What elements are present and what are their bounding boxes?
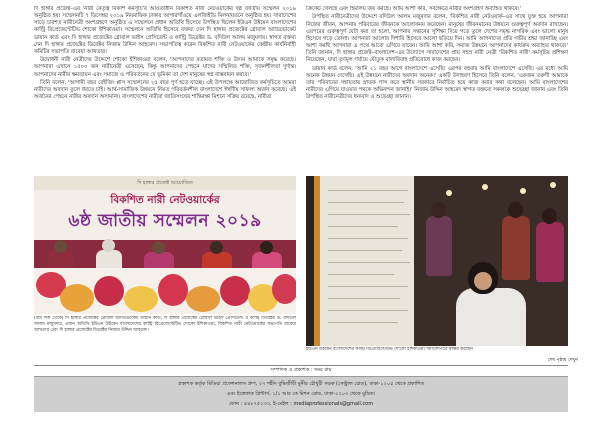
banner-subtitle: দি হাঙ্গার প্রজেক্ট আয়োজিত bbox=[137, 180, 193, 186]
signing-photo bbox=[306, 176, 568, 346]
guest-head bbox=[210, 241, 223, 254]
board-writing bbox=[328, 238, 408, 239]
signature-board bbox=[314, 176, 414, 346]
article-paragraph: উপস্থিত নারীনেত্রীদের উদ্দেশে বদিউল আলম মজুমদার বলেন, 'বিকশিত নারী নেটওয়ার্ক–এর সাথে যুক্ত হয়ে আপনারা নিজের জীবন, আপনার পরিবারের জীবনকে আলোকময় করেছেন। মানুষের জীবনমানের উন্নয়নে গুরুত্বপূর্ণ অবদান রাখছেন। এরপরের গুরুত্বপূর্ণ যেটা করা তা হলো, আপনার সন্তানের সুশিক্ষা দিয়ে গড়ে তুলে দেশের সমৃদ্ধ নাগরিক এবং ভালো মানুষ হিসেবে গড়ে তোলা। আপনারা আলোর দিশারি হিসেবে আলো ছড়িয়ে দিন। আমি আপনাদের প্রতি গভীর শ্রদ্ধা জানাচ্ছি এবং আশা করছি আপনারা এ পথে আরো এগিয়ে যাবেন। আমি আশা করি, সমাজ উন্নয়নে আপনাদের কার্যক্রম অব্যাহত থাকবে।' তিনি জানান, দি হাঙ্গার প্রজেক্ট–বাংলাদেশ–এর উদ্যোগে সারাদেশের প্রায় সহস্র নারী নেত্রী 'বিকশিত নারী' কর্মসূচির প্রশিক্ষণ নিয়েছেন, যারা তৃণমূল পর্যায়ে যৌতুক বাল্যবিবাহ প্রতিরোধে কাজ করছেন। bbox=[306, 14, 568, 64]
signing-woman-face bbox=[474, 272, 492, 290]
article-column-right bbox=[306, 6, 568, 173]
ceiling-light bbox=[520, 188, 526, 194]
article-paragraph: উদ্বোধনী নারী নেত্রীদের উদ্দেশে শোকো ইশিকাওয়া বলেন, 'আপনাদের মতামত শক্তি ও উদ্যম আমাকে সমৃদ্ধ করেছে। আপনারা এখানে ১৫০০ জন নারীনেত্রী এসেছেন, কিন্তু আপনাদের পেছনে যাদের সম্মিলিত শক্তি, সৃজনশীলতা দুর্দান্ত। আপনাদের নারীর ক্ষমতায়ন এবং সমাজে ও পরিবর্তনের যে ভূমিকা তা দেশ মানুষের স্বপ্ন বাস্তবায়ন করবে।' bbox=[34, 57, 296, 78]
imprint-line-printer: এবং ইত্তেফাক প্রিন্টার্স, ১/১ আর কে মিশন রোড, ঢাকা-১২০৩ থেকে মুদ্রিত। bbox=[226, 391, 376, 397]
board-writing bbox=[328, 190, 408, 191]
flower-arrangement bbox=[94, 276, 124, 306]
imprint-line-contact: ফোন : ৪৪৮৭৫২৩৩, ই-মেইল : mediaprofessionals@gmail.com bbox=[228, 401, 374, 407]
attendee-figure bbox=[502, 216, 530, 280]
guest-head bbox=[152, 241, 165, 254]
guest-head bbox=[260, 241, 273, 254]
board-writing bbox=[328, 250, 402, 251]
ceiling-light bbox=[550, 182, 556, 188]
footer-divider bbox=[34, 365, 568, 366]
board-writing bbox=[328, 274, 394, 275]
banner-title-line1: বিকশিত নারী নেটওয়ার্কের bbox=[110, 194, 220, 206]
photo-caption-right: ইউএন উইমেন বাংলাদেশের কান্ট্রি রিপ্রেজেন্টেটিভ শোকো ইশিকাওয়া সমাবেশপত্রে স্বাক্ষর করছেন bbox=[306, 347, 473, 352]
guest-head bbox=[54, 240, 67, 253]
ceiling-light bbox=[446, 190, 452, 196]
continued-on-last-page: শেষ পৃষ্ঠায় দেখুন bbox=[547, 358, 578, 363]
attendee-head bbox=[508, 202, 523, 218]
attendee-figure bbox=[426, 216, 452, 276]
board-writing bbox=[328, 322, 398, 323]
article-paragraph: দি হাঙ্গার প্রজেক্ট–এর 'নারী নেতৃত্ব বিকাশ কর্মসূচি'র আওতাধীন বিকশিত নারী নেটওয়ার্কের ষষ্ঠ জাতীয় সম্মেলন ২০১৯ অনুষ্ঠিত হয়। সম্মেলনটি ৭ ডিসেম্বর ২০১৯ নিয়মাফিক ঢাকার আগারগাঁওয়ে এলজিইডি মিলনায়তনে অনুষ্ঠিত হয়। সারাদেশের সাড়ে চারশত নারীনেত্রী অংশগ্রহণে অনুষ্ঠিত এ সম্মেলনে প্রধান অতিথি হিসেবে উপস্থিত ছিলেন ইউএন উইমেন বাংলাদেশের কান্ট্রি রিপ্রেজেন্টেটিভ শোকো ইশিকাওয়া। সম্মেলনে অতিথি হিসেবে বক্তব্য দেন দি হাঙ্গার প্রজেক্টের গ্লোবাল অ্যাডভোকেট ডায়ান কার্ড এবং দি হাঙ্গার প্রজেক্টের গ্লোবাল ভাইস প্রেসিডেন্ট ও কান্ট্রি ডিরেক্টর ড. বদিউল আলম মজুমদার। স্বাগত বক্তব্য দেন দি হাঙ্গার প্রজেক্টের ডিরেক্টর নিজাম উদ্দিন আহমেদ। সভাপতিত্ব করেন বিকশিত নারী নেটওয়ার্কের কেন্দ্রীয় কার্যনির্বাহী কমিটির সভাপতি রাবেয়া আখতার। bbox=[34, 6, 296, 55]
article-paragraph: ডায়ান কার্ড বলেন, 'আমি ২১ বছর আগে বাংলাদেশে এসেছি। এরপর বহুবার আমি বাংলাদেশে এসেছি। এর মধ্যে আমি অনেক উন্নয়ন দেখেছি। এই উন্নয়নে নারীদের অবদান অনেক।' একটি উদাহরণ হিসেবে তিনি বলেন, 'একজন তরুণী আমাকে তার পরিবারের সহায়তায় স্নাতক পাস করে স্থানীয় সরকারে নির্বাচিত হয়ে কাজ করার কথা বলেছেন। আমি বাংলাদেশের নারীদের এগিয়ে যাওয়ার পথকে অভিনন্দন জানাই।' নিজাম উদ্দিন আহমেদ স্বাগত বক্তব্যে সকলকে শুভেচ্ছা জানান এবং তিনি উপস্থিত নারীনেত্রীদের ধন্যবাদ ও শুভেচ্ছা জানান। bbox=[306, 65, 568, 101]
flower-arrangement bbox=[220, 276, 250, 306]
attendee-head bbox=[542, 208, 557, 224]
attendee-head bbox=[431, 202, 446, 218]
board-writing bbox=[328, 310, 408, 311]
editor-publisher-line: সম্পাদক ও প্রকাশক : সমর রায় bbox=[270, 367, 332, 373]
article-column-left bbox=[34, 6, 296, 173]
article-paragraph: ক্রিকেট খেলছে এবং হিমালয় জয় করছে। আমি আশা করি, সর্বক্ষেত্রে নারীর অংশগ্রহণ অব্যাহত থাকবে।' bbox=[306, 6, 521, 12]
photo-caption-left: (বাম দিক থেকে) দি হাঙ্গার প্রজেক্টের গ্লোবাল অ্যাডভোকেট ডায়ান কার্ড, দি হাঙ্গার প্রজেক্টের গ্লোবাল ভাইস প্রেসিডেন্ট ও কান্ট্রি ডিরেক্টর ড. বদিউল আলম মজুমদার, প্রধান অতিথি ইউএন উইমেন বাংলাদেশের কান্ট্রি রিপ্রেজেন্টেটিভ শোকো ইশিকাওয়া, বিকশিত নারী নেটওয়ার্কের সভাপতি রাবেয়া আখতার এবং দি হাঙ্গার প্রজেক্টের ডিরেক্টর নিজাম উদ্দিন আহমেদ। bbox=[34, 316, 296, 333]
flower-arrangement bbox=[60, 284, 94, 312]
imprint-line-publisher: প্রকাশক কর্তৃক মিডিয়া প্রফেশনালস গ্রুপ, ২৭ শহীদ বুদ্ধিজীবী মুনীর চৌধুরী সড়ক (সেন্ট্রাল রোড), ঢাকা-১২০৫ থেকে প্রকাশিত bbox=[177, 381, 425, 387]
board-writing bbox=[328, 214, 410, 215]
event-banner bbox=[34, 176, 296, 240]
attendee-figure bbox=[536, 222, 564, 282]
flower-arrangement bbox=[186, 286, 220, 312]
board-writing bbox=[328, 226, 398, 227]
imprint-box bbox=[34, 376, 568, 412]
board-writing bbox=[328, 286, 408, 287]
guest-head bbox=[102, 239, 115, 252]
banner-title-line2: ৬ষ্ঠ জাতীয় সম্মেলন ২০১৯ bbox=[68, 211, 262, 231]
board-writing bbox=[328, 298, 400, 299]
flower-arrangement bbox=[158, 274, 188, 306]
ceiling-light bbox=[482, 184, 488, 190]
signing-woman-body bbox=[456, 288, 526, 346]
flower-arrangement bbox=[272, 274, 296, 304]
flower-arrangement bbox=[124, 286, 158, 312]
board-writing bbox=[328, 202, 404, 203]
conference-stage-photo bbox=[34, 176, 296, 314]
article-paragraph: তিনি বলেন, 'আগামী বছর বেইজিং প্লাস সম্মেলনের ২৫ বছর পূর্ণ হতে যাচ্ছে। এই উপলক্ষে আয়োজিত কর্মসূচিতে আমরা নারীদের অবদান তুলে ধরতে চাই। আর্থ-সামাজিক উন্নয়নে নিয়ত পরিবর্তনশীল বাংলাদেশে ঈর্ষণীয় সাফল্য অর্জন করেছে। এই অর্জনের পেছনে নারীর অবদান অসামান্য। বাংলাদেশের নারীরা জাতিসংঘের শান্তিরক্ষা মিশনে সক্রিয় রয়েছে, নারীরা bbox=[34, 79, 296, 101]
board-writing bbox=[328, 262, 410, 263]
